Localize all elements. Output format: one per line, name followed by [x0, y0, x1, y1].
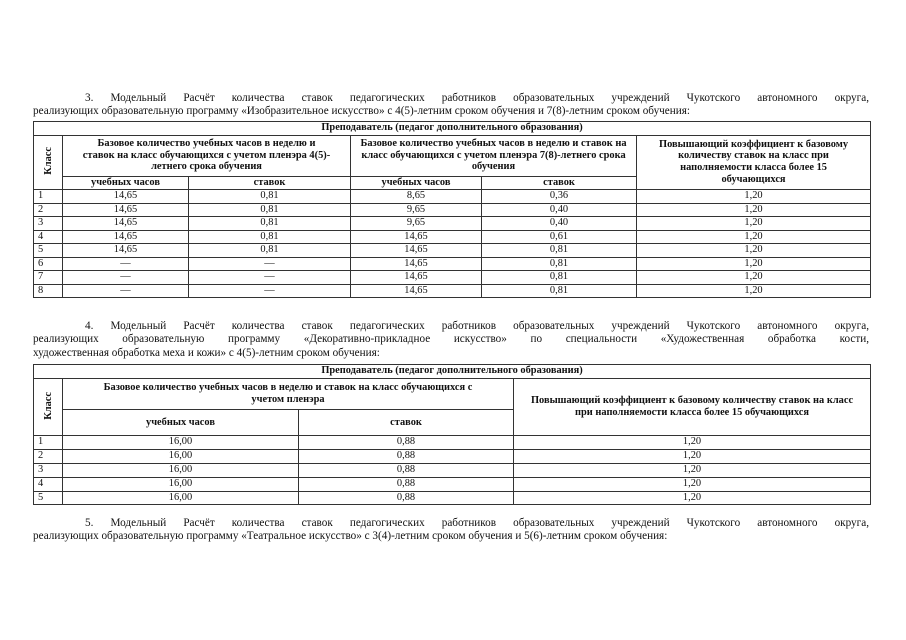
table-section-3 — [33, 121, 871, 298]
section-4-paragraph — [33, 320, 869, 360]
table-cell: 14,65 — [63, 244, 189, 258]
table-row — [34, 435, 871, 449]
table-row — [34, 284, 871, 298]
section-4-line-3: художественная обработка меха и кожи» с 4(5)-летним сроком обучения: — [33, 346, 380, 359]
table-3-g2-rates-header: ставок — [482, 176, 637, 190]
table-row — [34, 257, 871, 271]
table-cell-class: 2 — [34, 449, 63, 463]
table-row — [34, 477, 871, 491]
table-cell-class: 6 — [34, 257, 63, 271]
table-cell: 0,81 — [482, 284, 637, 298]
table-cell: 14,65 — [63, 217, 189, 231]
table-cell: 1,20 — [514, 491, 871, 505]
table-cell-class: 5 — [34, 244, 63, 258]
table-cell: 16,00 — [63, 477, 299, 491]
table-4-group-1-header: Базовое количество учебных часов в неделю и ставок на класс обучающихся с учетом пленэра — [63, 378, 514, 409]
table-cell: 1,20 — [637, 257, 871, 271]
table-cell: 0,88 — [299, 491, 514, 505]
table-3-g2-hours-header: учебных часов — [351, 176, 482, 190]
table-cell: 14,65 — [351, 230, 482, 244]
table-cell: 14,65 — [351, 257, 482, 271]
section-4-line-1: 4. Модельный Расчёт количества ставок педагогических работников образовательных учреждений Чукотского автономного округа, — [85, 320, 869, 332]
table-cell: 1,20 — [514, 477, 871, 491]
table-cell: 14,65 — [63, 190, 189, 204]
table-cell: 0,81 — [189, 244, 351, 258]
table-cell: 0,81 — [189, 217, 351, 231]
table-cell: 14,65 — [63, 203, 189, 217]
table-4-rates-header: ставок — [299, 409, 514, 435]
table-cell: — — [63, 257, 189, 271]
table-cell: 8,65 — [351, 190, 482, 204]
table-3-coefficient-header: Повышающий коэффициент к базовому количеству ставок на класс при наполняемости класса более 15 обучающихся — [637, 135, 871, 190]
section-4-line-2: реализующих образовательную программу «Декоративно-прикладное искусство» по специальности «Художественная обработка кости, — [33, 333, 869, 346]
table-section-4 — [33, 364, 871, 505]
table-row — [34, 190, 871, 204]
table-cell-class: 4 — [34, 477, 63, 491]
table-3-g1-hours-header: учебных часов — [63, 176, 189, 190]
table-cell: 0,61 — [482, 230, 637, 244]
table-3-g1-rates-header: ставок — [189, 176, 351, 190]
table-3-class-header — [34, 135, 63, 190]
table-cell-class: 7 — [34, 271, 63, 285]
table-cell: 0,81 — [189, 230, 351, 244]
table-cell: 1,20 — [514, 435, 871, 449]
table-cell: 0,88 — [299, 463, 514, 477]
table-row — [34, 463, 871, 477]
table-cell: 1,20 — [637, 203, 871, 217]
table-cell: 16,00 — [63, 463, 299, 477]
table-cell: 14,65 — [63, 230, 189, 244]
table-cell-class: 1 — [34, 190, 63, 204]
table-4-title: Преподаватель (педагог дополнительного образования) — [34, 365, 871, 379]
table-row — [34, 449, 871, 463]
table-cell: 1,20 — [637, 217, 871, 231]
section-3-paragraph — [33, 92, 869, 119]
table-cell: 9,65 — [351, 217, 482, 231]
table-cell: — — [63, 271, 189, 285]
table-3-class-label: Класс — [42, 146, 54, 175]
section-5-line-1: 5. Модельный Расчёт количества ставок педагогических работников образовательных учреждений Чукотского автономного округа, — [85, 517, 869, 529]
table-cell: 9,65 — [351, 203, 482, 217]
table-row — [34, 203, 871, 217]
table-cell: 0,40 — [482, 217, 637, 231]
table-cell: 0,88 — [299, 477, 514, 491]
section-5-paragraph — [33, 517, 869, 544]
table-cell-class: 8 — [34, 284, 63, 298]
table-cell: 1,20 — [637, 230, 871, 244]
table-row — [34, 230, 871, 244]
table-cell: 1,20 — [514, 449, 871, 463]
section-3-line-1: 3. Модельный Расчёт количества ставок педагогических работников образовательных учреждений Чукотского автономного округа, — [85, 92, 869, 104]
table-cell-class: 4 — [34, 230, 63, 244]
table-cell: — — [189, 284, 351, 298]
table-4-coefficient-header: Повышающий коэффициент к базовому количеству ставок на класс при наполняемости класса более 15 обучающихся — [514, 378, 871, 435]
table-cell: 16,00 — [63, 435, 299, 449]
table-cell-class: 2 — [34, 203, 63, 217]
table-cell: 0,81 — [482, 257, 637, 271]
section-3-line-2: реализующих образовательную программу «Изобразительное искусство» с 4(5)-летним сроком обучения и 7(8)-летним сроком обучения: — [33, 105, 690, 118]
table-row — [34, 491, 871, 505]
table-cell: 14,65 — [351, 284, 482, 298]
table-row — [34, 271, 871, 285]
table-cell: 16,00 — [63, 449, 299, 463]
table-cell: — — [189, 271, 351, 285]
table-cell: 0,88 — [299, 435, 514, 449]
table-cell-class: 5 — [34, 491, 63, 505]
table-4-hours-header: учебных часов — [63, 409, 299, 435]
table-cell: 0,81 — [189, 203, 351, 217]
table-3-title: Преподаватель (педагог дополнительного образования) — [34, 122, 871, 136]
table-cell: 14,65 — [351, 244, 482, 258]
table-cell: 1,20 — [514, 463, 871, 477]
table-row — [34, 244, 871, 258]
table-cell: 0,36 — [482, 190, 637, 204]
table-4-class-header — [34, 378, 63, 435]
table-3-group-1-header: Базовое количество учебных часов в неделю и ставок на класс обучающихся с учетом пленэра 4(5)-летнего срока обучения — [63, 135, 351, 176]
table-cell: 1,20 — [637, 190, 871, 204]
table-cell: 0,81 — [189, 190, 351, 204]
table-cell-class: 3 — [34, 217, 63, 231]
table-cell: 0,40 — [482, 203, 637, 217]
table-cell: — — [63, 284, 189, 298]
table-3-group-2-header: Базовое количество учебных часов в неделю и ставок на класс обучающихся с учетом пленэра 7(8)-летнего срока обучения — [351, 135, 637, 176]
table-cell: 1,20 — [637, 284, 871, 298]
table-cell: — — [189, 257, 351, 271]
table-cell: 1,20 — [637, 271, 871, 285]
table-cell: 0,81 — [482, 271, 637, 285]
table-cell: 14,65 — [351, 271, 482, 285]
table-cell-class: 1 — [34, 435, 63, 449]
section-5-line-2: реализующих образовательную программу «Театральное искусство» с 3(4)-летним сроком обучения и 5(6)-летним сроком обучения: — [33, 530, 668, 543]
table-cell-class: 3 — [34, 463, 63, 477]
table-cell: 1,20 — [637, 244, 871, 258]
table-row — [34, 217, 871, 231]
table-4-class-label: Класс — [42, 391, 54, 420]
table-cell: 0,88 — [299, 449, 514, 463]
table-cell: 16,00 — [63, 491, 299, 505]
table-cell: 0,81 — [482, 244, 637, 258]
